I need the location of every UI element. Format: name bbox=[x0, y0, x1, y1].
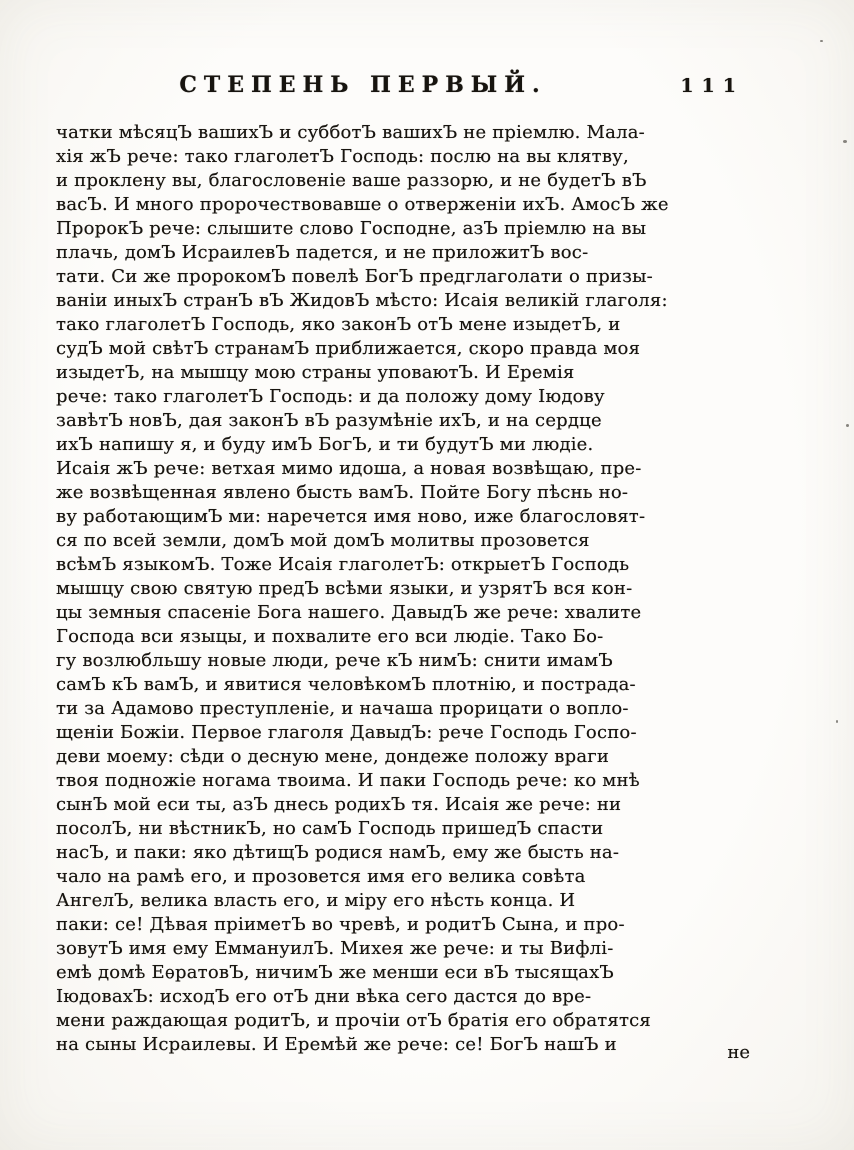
text-line: рече: тако глаголетЪ Господь: и да положу дому Іюдову bbox=[56, 386, 605, 407]
scan-speck bbox=[836, 720, 838, 723]
text-line: мышцу свою святую предЪ всѣми языки, и узрятЪ вся кон- bbox=[56, 578, 633, 599]
catchword: не bbox=[727, 1042, 750, 1063]
text-line: гу возлюбльшу новые люди, рече кЪ нимЪ: снити имамЪ bbox=[56, 650, 613, 671]
text-line: деви моему: сѣди о десную мене, дондеже положу враги bbox=[56, 746, 610, 767]
page-title: СТЕПЕНЬ ПЕРВЫЙ. bbox=[179, 72, 547, 98]
text-line: ти за Адамово преступленіе, и начаша прорицати о вопло- bbox=[56, 698, 629, 719]
text-line: тати. Си же пророкомЪ повелѣ БогЪ предглаголати о призы- bbox=[56, 266, 653, 287]
text-line: васЪ. И много пророчествовавше о отверженіи ихЪ. АмосЪ же bbox=[56, 194, 669, 215]
text-block bbox=[56, 121, 802, 1057]
text-line: ПророкЪ рече: слышите слово Господне, азЪ пріемлю на вы bbox=[56, 218, 647, 239]
text-line: тако глаголетЪ Господь, яко законЪ отЪ мене изыдетЪ, и bbox=[56, 314, 621, 335]
text-line: ваніи иныхЪ странЪ вЪ ЖидовЪ мѣсто: Исаія великій глаголя: bbox=[56, 290, 668, 311]
text-line: мени раждающая родитЪ, и прочіи отЪ братія его обратятся bbox=[56, 1010, 651, 1031]
text-line: изыдетЪ, на мышцу мою страны уповаютЪ. И Еремія bbox=[56, 362, 575, 383]
text-line: ву работающимЪ ми: наречется имя ново, иже благословят- bbox=[56, 506, 646, 527]
text-line: Исаія жЪ рече: ветхая мимо идоша, а новая возвѣщаю, пре- bbox=[56, 458, 642, 479]
scan-speck bbox=[846, 424, 849, 427]
text-line: самЪ кЪ вамЪ, и явитися человѣкомЪ плотнію, и пострада- bbox=[56, 674, 636, 695]
text-line: судЪ мой свѣтЪ странамЪ приближается, скоро правда моя bbox=[56, 338, 641, 359]
text-line: твоя подножіе ногама твоима. И паки Господь рече: ко мнѣ bbox=[56, 770, 640, 791]
text-line: зовутЪ имя ему ЕммануилЪ. Михея же рече: и ты Вифлі- bbox=[56, 938, 614, 959]
text-line: посолЪ, ни вѣстникЪ, но самЪ Господь пришедЪ спасти bbox=[56, 818, 604, 839]
page-header bbox=[56, 72, 800, 106]
text-line: ІюдовахЪ: исходЪ его отЪ дни вѣка сего дастся до вре- bbox=[56, 986, 592, 1007]
page-number: 111 bbox=[680, 75, 744, 97]
text-line: насЪ, и паки: яко дѣтищЪ родися намЪ, ему же бысть на- bbox=[56, 842, 620, 863]
text-line: паки: се! Дѣвая пріиметЪ во чревѣ, и родитЪ Сына, и про- bbox=[56, 914, 625, 935]
text-line: завѣтЪ новЪ, дая законЪ вЪ разумѣніе ихЪ, и на сердце bbox=[56, 410, 602, 431]
text-line: щеніи Божіи. Первое глаголя ДавыдЪ: рече Господь Госпо- bbox=[56, 722, 637, 743]
scan-speck bbox=[843, 140, 847, 143]
catchword-row bbox=[56, 1042, 802, 1063]
text-line: и проклену вы, благословеніе ваше раззорю, и не будетЪ вЪ bbox=[56, 170, 647, 191]
text-line: на сыны Исраилевы. И Еремѣй же рече: се! БогЪ нашЪ и bbox=[56, 1034, 617, 1055]
text-line: Господа вси языцы, и похвалите его вси людіе. Тако Бо- bbox=[56, 626, 604, 647]
text-line: ихЪ напишу я, и буду имЪ БогЪ, и ти будутЪ ми людіе. bbox=[56, 434, 594, 455]
text-line: цы земныя спасеніе Бога нашего. ДавыдЪ же рече: хвалите bbox=[56, 602, 642, 623]
text-line: АнгелЪ, велика власть его, и міру его нѣсть конца. И bbox=[56, 890, 576, 911]
text-line: ся по всей земли, домЪ мой домЪ молитвы прозовется bbox=[56, 530, 590, 551]
text-line: плачь, домЪ ИсраилевЪ падется, и не приложитЪ вос- bbox=[56, 242, 589, 263]
text-line: емѣ домѣ ЕѳратовЪ, ничимЪ же менши еси вЪ тысящахЪ bbox=[56, 962, 614, 983]
text-line: сынЪ мой еси ты, азЪ днесь родихЪ тя. Исаія же рече: ни bbox=[56, 794, 622, 815]
text-line: чатки мѣсяцЪ вашихЪ и субботЪ вашихЪ не пріемлю. Мала- bbox=[56, 122, 645, 143]
text-line: чало на рамѣ его, и прозовется имя его велика совѣта bbox=[56, 866, 586, 887]
scan-speck bbox=[820, 40, 823, 42]
text-line: всѣмЪ языкомЪ. Тоже Исаія глаголетЪ: открыетЪ Господь bbox=[56, 554, 630, 575]
text-line: хія жЪ рече: тако глаголетЪ Господь: послю на вы клятву, bbox=[56, 146, 629, 167]
text-line: же возвѣщенная явлено бысть вамЪ. Пойте Богу пѣснь но- bbox=[56, 482, 629, 503]
